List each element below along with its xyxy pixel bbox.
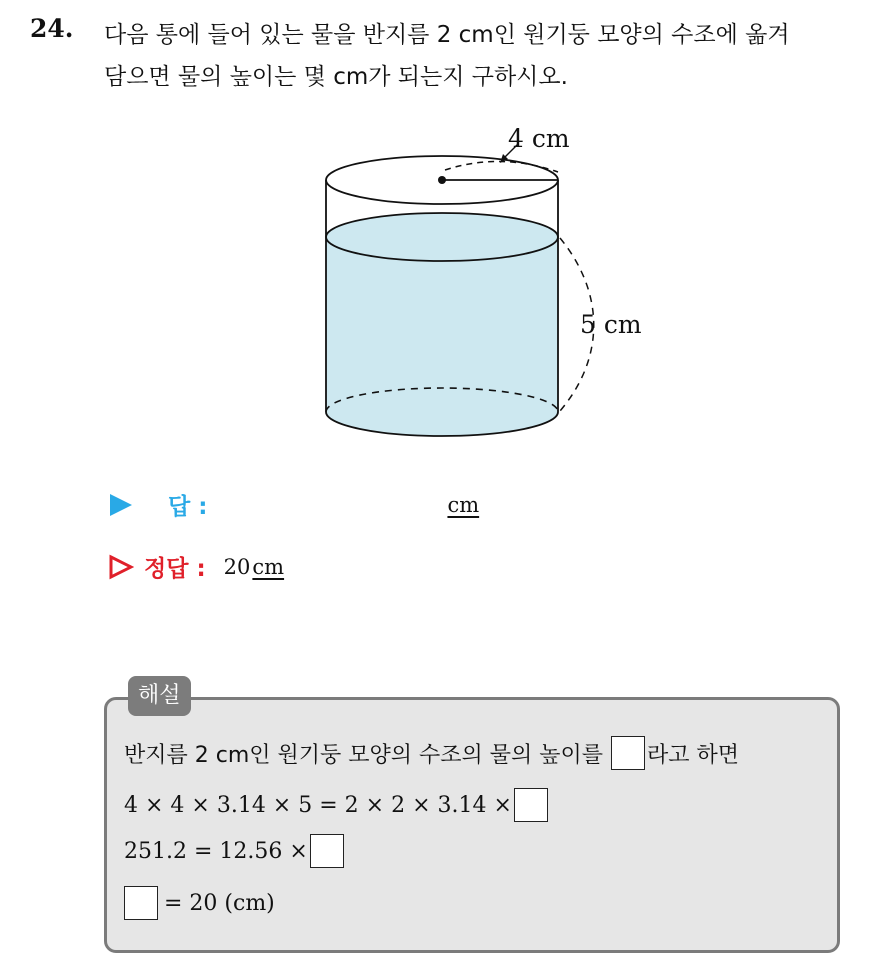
solution-line-4: [124, 886, 275, 920]
solution-tag: 해설: [128, 676, 191, 716]
correct-marker-icon: [108, 554, 134, 580]
answer-marker-icon: [108, 492, 134, 518]
question-number: 24.: [30, 14, 74, 43]
solution-equation-2: 251.2 = 12.56 ×: [124, 838, 308, 864]
unknown-box: [611, 736, 645, 770]
question-line-2: 담으면 물의 높이는 몇 cm가 되는지 구하시오.: [104, 64, 568, 90]
correct-answer-row: [108, 550, 284, 583]
solution-line-1-text: 반지름 2 cm인 원기둥 모양의 수조의 물의 높이를: [124, 742, 604, 768]
answer-label: 답 :: [168, 494, 208, 520]
solution-equation-1: 4 × 4 × 3.14 × 5 = 2 × 2 × 3.14 ×: [124, 792, 512, 818]
unknown-box: [124, 886, 158, 920]
solution-line-1: [124, 736, 739, 770]
answer-row: [108, 488, 479, 521]
solution-line-1-tail: 라고 하면: [647, 742, 740, 768]
cylinder-figure: [300, 118, 660, 462]
question-text: [104, 14, 874, 98]
answer-unit: cm: [447, 492, 480, 517]
solution-line-3: [124, 834, 346, 868]
correct-answer-unit: cm: [252, 554, 285, 579]
correct-answer-label: 정답 :: [144, 556, 206, 582]
question-line-1: 다음 통에 들어 있는 물을 반지름 2 cm인 원기둥 모양의 수조에 옮겨: [104, 22, 790, 48]
solution-line-2: [124, 788, 550, 822]
unknown-box: [310, 834, 344, 868]
radius-label: 4 cm: [508, 124, 570, 153]
correct-answer-value: 20: [223, 554, 251, 579]
unknown-box: [514, 788, 548, 822]
height-label: 5 cm: [580, 310, 642, 339]
solution-result: = 20 (cm): [164, 890, 275, 916]
water-body: [326, 237, 558, 436]
cylinder-diagram: [300, 118, 660, 458]
water-surface: [326, 213, 558, 261]
